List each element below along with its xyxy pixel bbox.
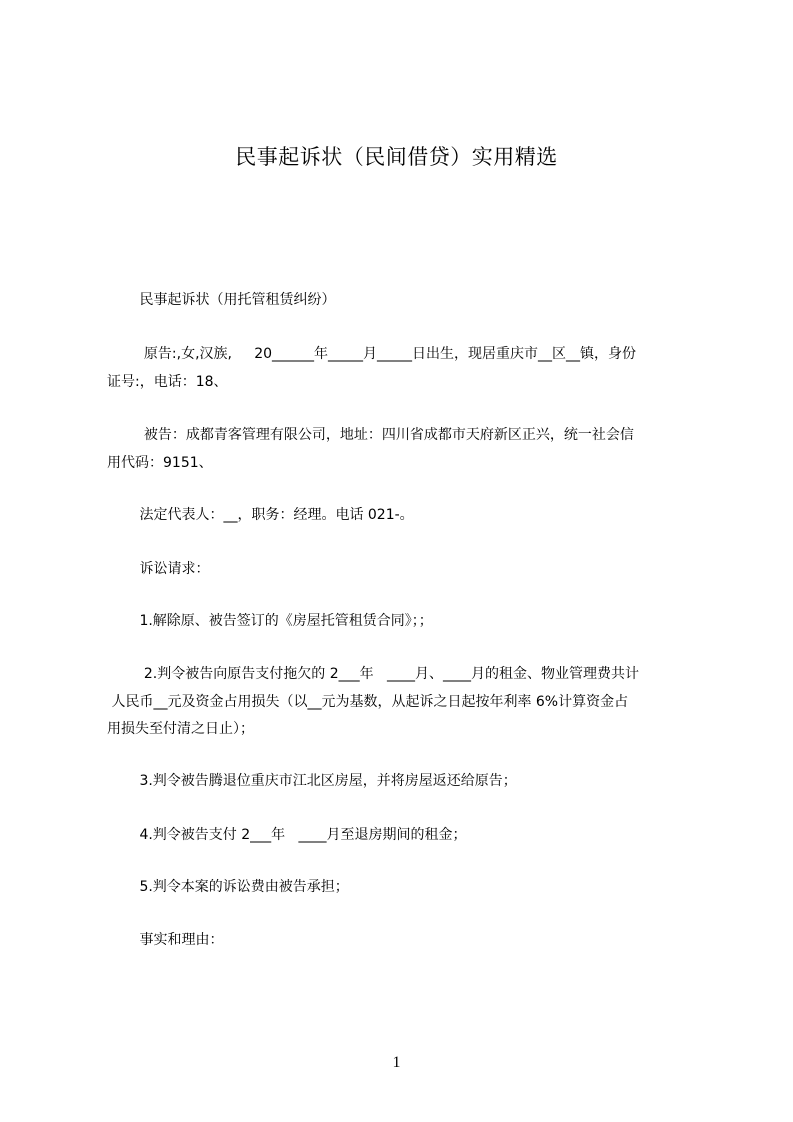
paragraph-claim-5: 5.判令本案的诉讼费由被告承担； — [107, 879, 349, 895]
paragraph-claim-1: 1.解除原、被告签订的《房屋托管租赁合同》；； — [107, 613, 433, 629]
paragraph-claim-3: 3.判令被告腾退位重庆市江北区房屋，并将房屋返还给原告； — [107, 773, 517, 789]
page-number: 1 — [392, 1054, 401, 1071]
paragraph-facts-heading: 事实和理由： — [107, 932, 224, 948]
paragraph-claim-2-line3: 用损失至付清之日止）； — [107, 721, 254, 737]
paragraph-defendant-line1: 被告：成都青客管理有限公司，地址：四川省成都市天府新区正兴，统一社会信 — [107, 427, 634, 443]
document-title: 民事起诉状（民间借贷）实用精选 — [235, 145, 558, 169]
paragraph-claim-2-line1: 2.判令被告向原告支付拖欠的 2___年 ____月、____月的租金、物业管理费共计 — [107, 666, 639, 682]
paragraph-defendant-line2: 用代码：9151、 — [107, 455, 213, 471]
paragraph-claim-2-line2: 人民币__元及资金占用损失（以__元为基数，从起诉之日起按年利率 6%计算资金占 — [107, 694, 629, 710]
paragraph-claims-heading: 诉讼请求： — [107, 561, 210, 577]
paragraph-legal-rep: 法定代表人：__，职务：经理。电话 021-。 — [107, 507, 414, 523]
paragraph-case-type: 民事起诉状（用托管租赁纠纷） — [107, 292, 336, 308]
paragraph-claim-4: 4.判令被告支付 2___年 ____月至退房期间的租金； — [107, 827, 467, 843]
paragraph-plaintiff-line1: 原告:,女,汉族, 20______年_____月_____日出生，现居重庆市__区__镇，身份 — [107, 346, 637, 362]
paragraph-plaintiff-line2: 证号:，电话：18、 — [107, 374, 228, 390]
